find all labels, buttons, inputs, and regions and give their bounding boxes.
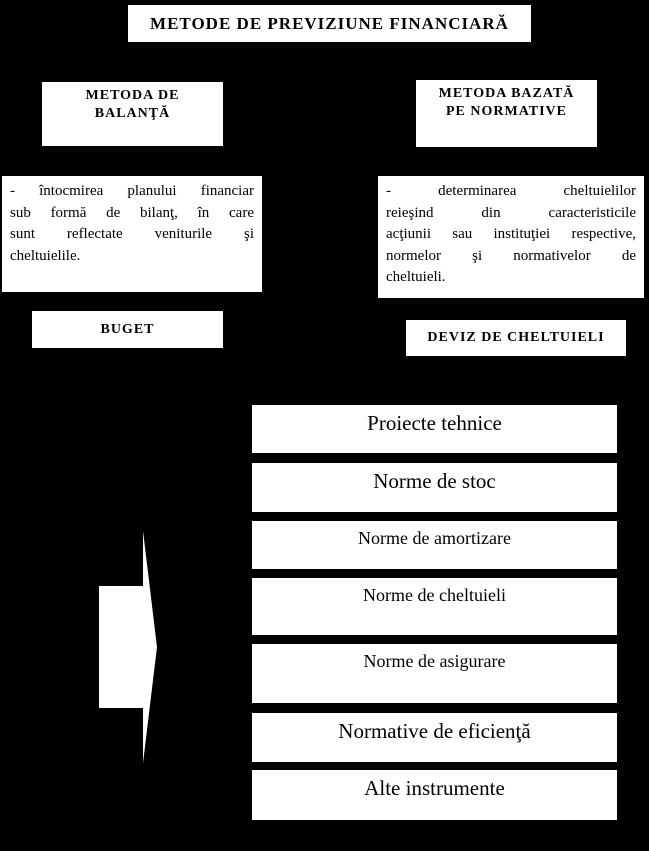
normative-description-line: - determinarea cheltuielilor (386, 183, 636, 199)
normative-description-line: normelor şi normativelor de (386, 247, 636, 264)
balance-method-box (42, 82, 223, 146)
deviz-result-box (406, 320, 626, 356)
normative-method-line1: METODA BAZATĂ (438, 86, 575, 101)
balance-description-line: sunt reflectate veniturile şi (10, 226, 254, 242)
buget-result-box (32, 311, 223, 348)
balance-description-line: cheltuielile. (10, 247, 81, 264)
balance-description-box (2, 176, 262, 292)
normative-description-box (378, 176, 644, 298)
balance-method-line2: BALANŢĂ (94, 106, 171, 121)
instrument-proiecte-tehnice: Proiecte tehnice (252, 405, 617, 453)
balance-description-line: - întocmirea planului financiar (10, 183, 254, 199)
deviz-label: DEVIZ DE CHELTUIELI (427, 330, 605, 345)
instrument-normative-de-eficienta: Normative de eficienţă (252, 713, 617, 762)
normative-method-box (416, 80, 597, 147)
normative-description-line: cheltuieli. (386, 269, 446, 285)
right-arrow-icon (99, 531, 157, 763)
normative-description-line: acţiunii sau instituţiei respective, (386, 226, 636, 242)
title-box (128, 5, 531, 42)
page-title: METODE DE PREVIZIUNE FINANCIARĂ (150, 13, 509, 33)
instrument-norme-de-cheltuieli: Norme de cheltuieli (252, 578, 617, 635)
instrument-norme-de-amortizare: Norme de amortizare (252, 521, 617, 569)
buget-label: BUGET (100, 321, 155, 337)
instrument-norme-de-asigurare: Norme de asigurare (252, 644, 617, 703)
normative-method-line2: PE NORMATIVE (445, 104, 568, 119)
instrument-alte-instrumente: Alte instrumente (252, 770, 617, 820)
normative-description-line: reieşind din caracteristicile (386, 204, 636, 221)
instrument-norme-de-stoc: Norme de stoc (252, 463, 617, 512)
balance-description-line: sub formă de bilanţ, în care (10, 204, 254, 221)
balance-method-line1: METODA DE (85, 88, 180, 103)
